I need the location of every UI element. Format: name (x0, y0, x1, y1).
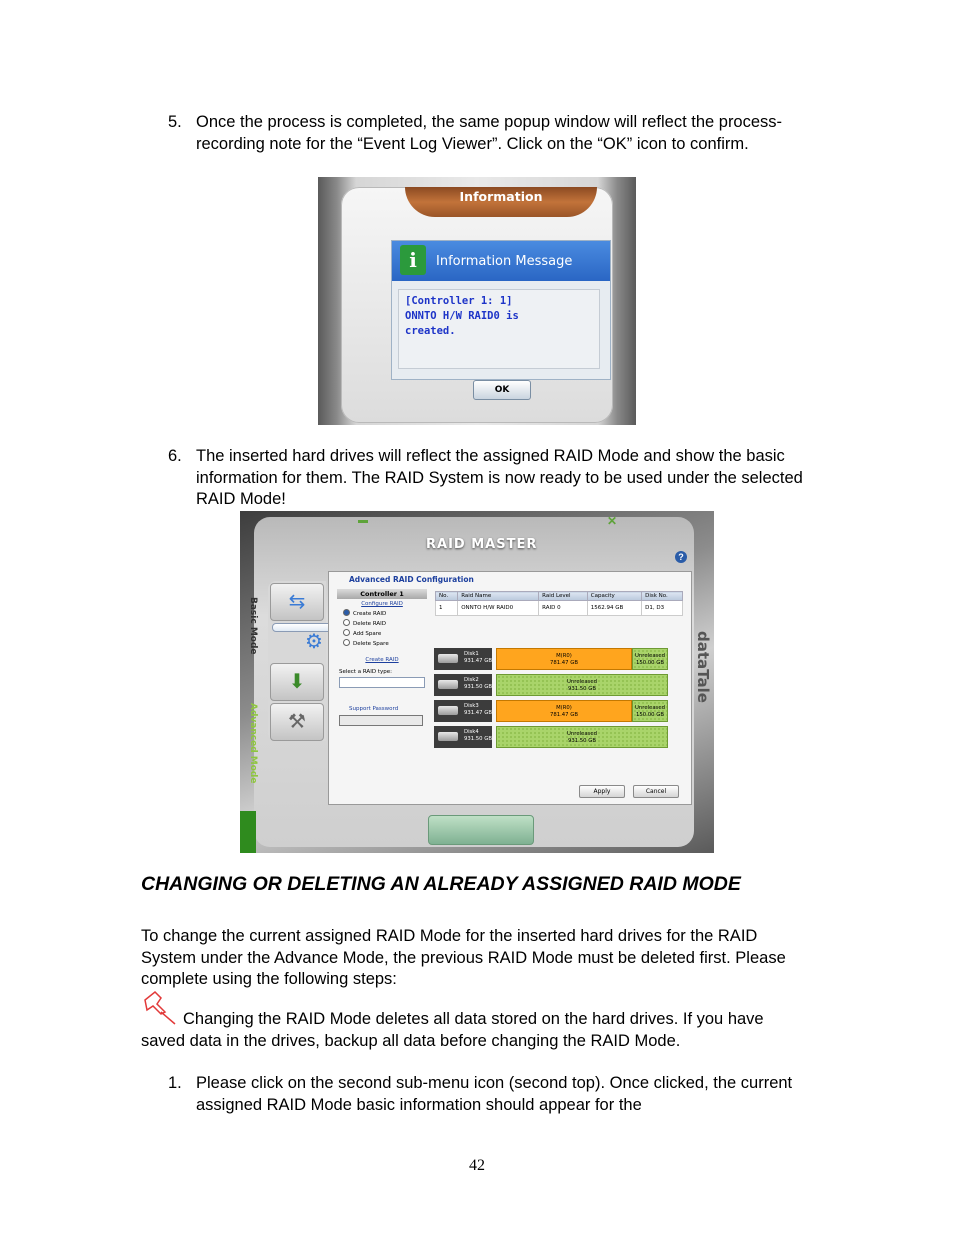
message-line: created. (405, 325, 456, 337)
table-cell: ONNTO H/W RAID0 (458, 601, 539, 616)
disk-label (434, 648, 492, 670)
message-line: ONNTO H/W RAID0 is (405, 310, 519, 322)
ok-button[interactable]: OK (473, 380, 531, 400)
basic-mode-tab[interactable]: Basic Mode (248, 597, 258, 655)
dialog-title-tab (405, 187, 597, 217)
cancel-button[interactable]: Cancel (633, 785, 679, 798)
segment-value: 931.50 GB (568, 738, 596, 744)
table-row[interactable] (436, 601, 683, 616)
download-drive-icon[interactable]: ⬇ (270, 663, 324, 701)
disk-row[interactable] (434, 726, 684, 748)
table-header-row (436, 592, 683, 601)
disk-label (434, 726, 492, 748)
info-i-icon: i (400, 245, 426, 275)
dialog-frame (341, 187, 613, 423)
delete-raid-radio[interactable]: Delete RAID (343, 619, 427, 627)
brand-logo: dataTale (694, 631, 712, 703)
disk-size: 931.47 GB (464, 658, 492, 664)
table-cell: RAID 0 (539, 601, 588, 616)
create-raid-radio[interactable]: Create RAID (343, 609, 427, 617)
disk-name: Disk3 (464, 703, 479, 709)
message-header (392, 241, 610, 281)
page-number: 42 (469, 1157, 485, 1174)
delete-spare-radio[interactable]: Delete Spare (343, 639, 427, 647)
warning-note: Changing the RAID Mode deletes all data stored on the hard drives. If you have saved data in the drives, backup all data before changing the RAID Mode. (141, 1010, 764, 1050)
information-message-panel (391, 240, 611, 380)
transfer-arrows-icon[interactable]: ⇆ (270, 583, 324, 621)
password-field[interactable] (339, 715, 423, 726)
desktop-background (240, 811, 256, 853)
unreleased-segment[interactable] (496, 674, 668, 696)
segment-value: 781.47 GB (550, 712, 578, 718)
segment-value: 781.47 GB (550, 660, 578, 666)
advanced-mode-tab[interactable]: Advanced Mode (248, 703, 258, 784)
unreleased-segment[interactable] (632, 648, 668, 670)
apply-button[interactable]: Apply (579, 785, 625, 798)
segment-label: Unreleased (635, 705, 665, 711)
table-cell: 1 (436, 601, 458, 616)
unreleased-segment[interactable] (496, 726, 668, 748)
raid-table (435, 591, 683, 616)
close-icon[interactable]: ✕ (607, 514, 618, 528)
table-cell: 1562.94 GB (587, 601, 641, 616)
disk-name: Disk1 (464, 651, 479, 657)
segment-label: Unreleased (567, 731, 597, 737)
column-header: Disk No. (642, 592, 683, 601)
step-number: 6. (168, 447, 182, 465)
segment-value: 931.50 GB (568, 686, 596, 692)
step-text: The inserted hard drives will reflect the assigned RAID Mode and show the basic information for them. The RAID System is now ready to be used under the selected RAID Mode! (196, 447, 803, 508)
create-raid-section: Create RAID (365, 657, 399, 663)
disk-label (434, 700, 492, 722)
section-heading: CHANGING OR DELETING AN ALREADY ASSIGNED RAID MODE (141, 873, 741, 895)
segment-value: 150.00 GB (636, 660, 664, 666)
help-icon[interactable]: ? (675, 551, 687, 563)
column-header: No. (436, 592, 458, 601)
app-title: RAID MASTER (426, 537, 538, 552)
column-header: Raid Name (458, 592, 539, 601)
tools-icon[interactable]: ⚒ (270, 703, 324, 741)
step-text: Please click on the second sub-menu icon (second top). Once clicked, the current assigned RAID Mode basic information should appear for the (196, 1074, 793, 1114)
segment-label: M(R0) (556, 705, 572, 711)
step-number: 5. (168, 113, 182, 131)
raid-segment[interactable] (496, 648, 632, 670)
table-cell: D1, D3 (642, 601, 683, 616)
raid-segment[interactable] (496, 700, 632, 722)
disk-row[interactable] (434, 700, 684, 722)
column-header: Capacity (587, 592, 641, 601)
add-spare-radio[interactable]: Add Spare (343, 629, 427, 637)
raid-config-icon[interactable]: ⚙ (272, 623, 356, 632)
disk-row[interactable] (434, 674, 684, 696)
column-header: Raid Level (539, 592, 588, 601)
disk-size: 931.50 GB (464, 736, 492, 742)
intro-paragraph: To change the current assigned RAID Mode for the inserted hard drives for the RAID System under the Advance Mode, the previous RAID Mode must be deleted first. Please complete using the following steps: (141, 927, 786, 988)
bottom-bar-button[interactable] (428, 815, 534, 845)
message-header-title: Information Message (436, 254, 573, 269)
disk-name: Disk2 (464, 677, 479, 683)
disk-label (434, 674, 492, 696)
config-sidebar (337, 589, 427, 784)
sub-menu-nav (268, 581, 326, 741)
segment-label: Unreleased (567, 679, 597, 685)
step-number: 1. (168, 1074, 182, 1092)
segment-label: Unreleased (635, 653, 665, 659)
segment-label: M(R0) (556, 653, 572, 659)
segment-value: 150.00 GB (636, 712, 664, 718)
unreleased-segment[interactable] (632, 700, 668, 722)
step-text: Once the process is completed, the same popup window will reflect the process-recording note for the “Event Log Viewer”. Click on the “OK” icon to confirm. (196, 113, 783, 153)
config-panel (328, 571, 692, 805)
raid-type-label: Select a RAID type: (339, 669, 392, 675)
information-dialog-screenshot (318, 177, 636, 425)
panel-title: Advanced RAID Configuration (349, 575, 474, 584)
message-line: [Controller 1: 1] (405, 295, 513, 307)
disk-row[interactable] (434, 648, 684, 670)
dialog-title: Information (459, 189, 543, 204)
disk-size: 931.47 GB (464, 710, 492, 716)
controller-label: Controller 1 (337, 589, 427, 599)
support-password-checkbox[interactable]: Support Password (349, 706, 399, 712)
disk-name: Disk4 (464, 729, 479, 735)
disk-size: 931.50 GB (464, 684, 492, 690)
configure-raid-label: Configure RAID (361, 601, 403, 607)
minimize-icon[interactable] (358, 520, 368, 523)
raid-master-screenshot (240, 511, 714, 853)
message-text (398, 289, 600, 369)
raid-type-select[interactable] (339, 677, 425, 688)
